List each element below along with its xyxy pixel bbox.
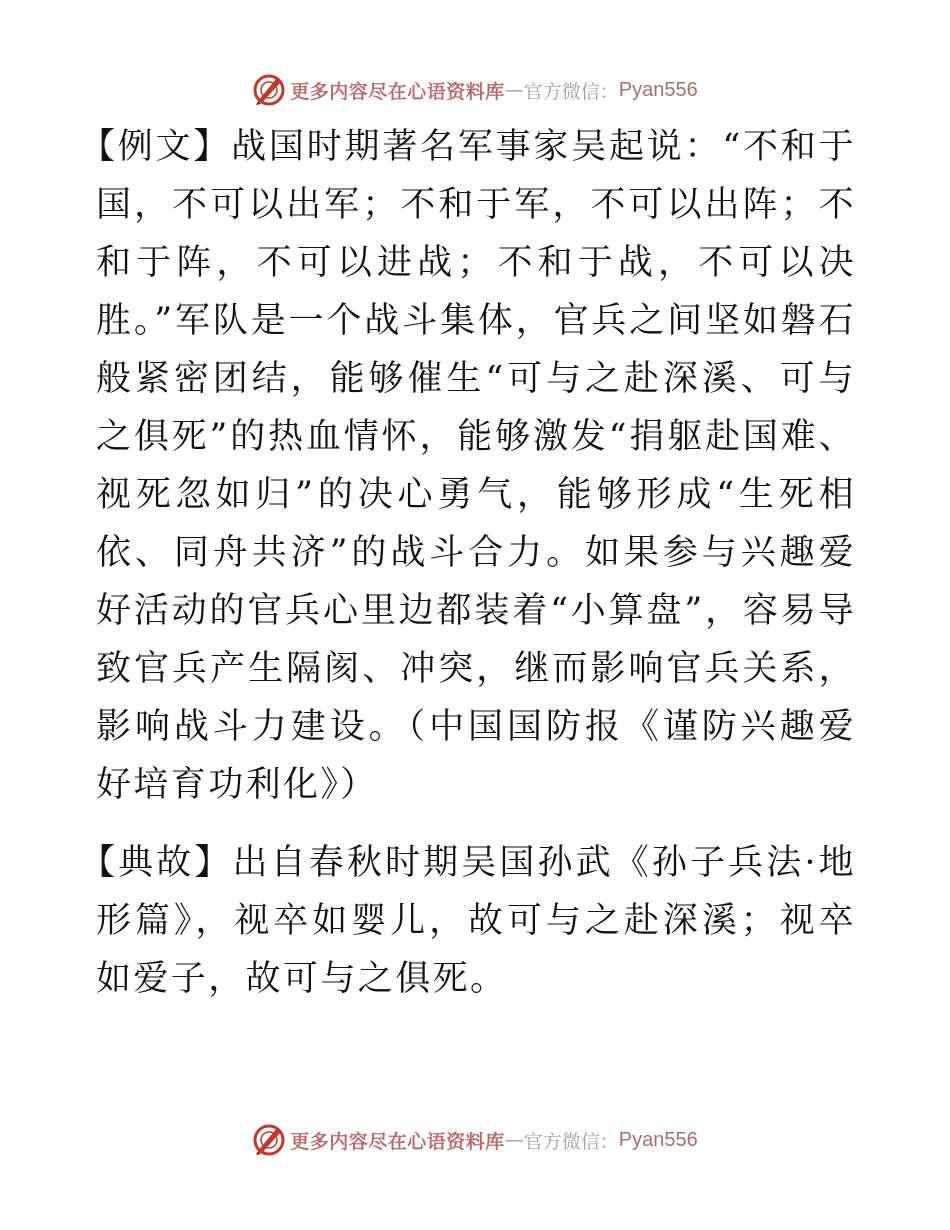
allusion-tag: 【典故】 [80, 843, 233, 883]
banner-wechat-id: Pyan556 [618, 78, 698, 101]
example-tag: 【例文】 [80, 127, 232, 167]
banner-main-text: 更多内容尽在心语资料库 [290, 1130, 505, 1153]
pen-logo-icon [252, 1123, 286, 1157]
allusion-text: 出自春秋时期吴国孙武《孙子兵法·地形篇》，视卒如婴儿，故可与之赴深溪；视卒如爱子，故可与之俱死。 [96, 843, 856, 999]
example-text: 战国时期著名军事家吴起说：“不和于国，不可以出军；不和于军，不可以出阵；不和于阵，不可以进战；不和于战，不可以决胜。”军队是一个战斗集体，官兵之间坚如磐石般紧密团结，能够催生“可与之赴深溪、可与之俱死”的热血情怀，能够激发“捐躯赴国难、视死忽如归”的决心勇气，能够形成“生死相依、同舟共济”的战斗合力。如果参与兴趣爱好活动的官兵心里边都装着“小算盘”，容易导致官兵产生隔阂、冲突，继而影响官兵关系，影响战斗力建设。（中国国防报《谨防兴趣爱好培育功利化》） [96, 127, 856, 805]
allusion-paragraph [80, 834, 856, 1008]
banner-dash: — [504, 1129, 524, 1151]
example-paragraph [80, 118, 856, 814]
banner-wechat-id: Pyan556 [618, 1128, 698, 1151]
banner-wechat-label: 官方微信： [523, 1130, 619, 1153]
banner-dash: — [504, 79, 524, 101]
document-body [80, 118, 856, 1008]
banner-main-text: 更多内容尽在心语资料库 [290, 80, 505, 103]
pen-logo-icon [252, 73, 286, 107]
header-banner [0, 70, 950, 110]
footer-banner [0, 1120, 950, 1160]
banner-wechat-label: 官方微信： [523, 80, 619, 103]
